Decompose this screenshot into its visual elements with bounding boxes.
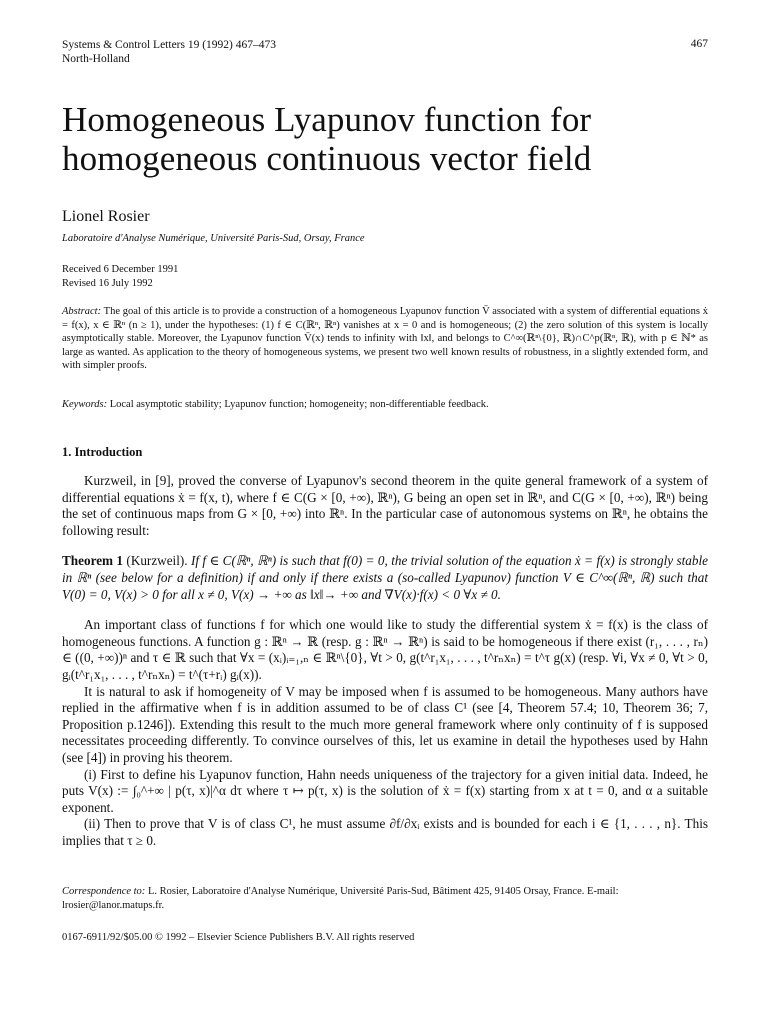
intro-body: [62, 473, 708, 849]
author-name: Lionel Rosier: [62, 208, 150, 225]
paragraph-item-ii: (ii) Then to prove that V is of class C¹, he must assume ∂f/∂xᵢ exists and is bounded for each i ∈ {1, . . . , n}. This implies that τ ≥ 0.: [62, 816, 708, 848]
paragraph-kurzweil: Kurzweil, in [9], proved the converse of Lyapunov's second theorem in the quite general framework of a system of differential equations ẋ = f(x, t), where f ∈ C(G × [0, +∞), ℝⁿ), G being an open set in ℝⁿ, and C(G × [0, +∞), ℝⁿ) being the set of continuous maps from G × [0, +∞) into ℝⁿ. In the particular case of autonomous systems on ℝⁿ, he obtains the following result:: [62, 473, 708, 538]
keywords-text: Local asymptotic stability; Lyapunov function; homogeneity; non-differentiable feedback.: [109, 399, 489, 410]
theorem-1: [62, 553, 708, 603]
paragraph-item-i: (i) First to define his Lyapunov function, Hahn needs uniqueness of the trajectory for a given initial data. Indeed, he puts V(x) := ∫₀^+∞ | p(τ, x)|^α dτ where τ ↦ p(τ, x) is the solution of ẋ = f(x) starting from x at t = 0, and α a suitable exponent.: [62, 766, 708, 815]
page-number: 467: [690, 38, 708, 50]
journal-citation: Systems & Control Letters 19 (1992) 467–473: [62, 39, 277, 51]
abstract: [62, 305, 708, 373]
theorem-attribution: (Kurzweil).: [123, 553, 188, 569]
correspondence-text: L. Rosier, Laboratoire d'Analyse Numérique, Université Paris-Sud, Bâtiment 425, 91405 Orsay, France. E-mail: lrosier@lanor.matups.fr.: [62, 886, 619, 911]
submission-dates: [62, 263, 178, 291]
title-line-2: homogeneous continuous vector field: [62, 139, 592, 178]
paragraph-natural-question: It is natural to ask if homogeneity of V may be imposed when f is assumed to be homogeneous. Many authors have replied in the affirmative when f is in addition assumed to be of class C¹ (see [4, Theorem 57.4; 10, Theorem 36; 7, Proposition p.1246]). Extending this result to the much more general framework where only continuity of f is supposed necessitates proceeding differently. To convince ourselves of this, let us examine in detail the hypotheses used by Hahn (see [4]) in proving his theorem.: [62, 683, 708, 765]
paragraph-homogeneous: An important class of functions f for which one would like to study the differential system ẋ = f(x) is the class of homogeneous functions. A function g : ℝⁿ → ℝ (resp. g : ℝⁿ → ℝⁿ) is said to be homogeneous if there exist (r₁, . . . , rₙ) ∈ ((0, +∞))ⁿ and τ ∈ ℝ such that ∀x = (xᵢ)ᵢ₌₁,ₙ ∈ ℝⁿ\{0}, ∀t > 0, g(t^r₁x₁, . . . , t^rₙxₙ) = t^τ g(x) (resp. ∀i, ∀x ≠ 0, ∀t > 0, gᵢ(t^r₁x₁, . . . , t^rₙxₙ) = t^(τ+rᵢ) gᵢ(x)).: [62, 617, 708, 682]
theorem-statement: If f ∈ C(ℝⁿ, ℝⁿ) is such that f(0) = 0, the trivial solution of the equation ẋ = f(x) is strongly stable in ℝⁿ (see below for a definition) if and only if there exists a (so-called Lyapunov) function V ∈ C^∞(ℝⁿ, ℝ) such that V(0) = 0, V(x) > 0 for all x ≠ 0, V(x) → +∞ as ‖x‖→ +∞ and ∇V(x)·f(x) < 0 ∀x ≠ 0.: [62, 553, 708, 602]
publisher: North-Holland: [62, 53, 130, 65]
section-heading: 1. Introduction: [62, 445, 143, 459]
title-line-1: Homogeneous Lyapunov function for: [62, 100, 592, 139]
received-date: Received 6 December 1991: [62, 264, 179, 275]
abstract-label: Abstract:: [62, 306, 102, 317]
author-affiliation: Laboratoire d'Analyse Numérique, Université Paris-Sud, Orsay, France: [62, 233, 365, 244]
keywords: [62, 399, 708, 410]
correspondence-label: Correspondence to:: [62, 886, 146, 897]
correspondence: [62, 885, 708, 912]
paper-title: [62, 100, 722, 178]
keywords-label: Keywords:: [62, 399, 108, 410]
abstract-text: The goal of this article is to provide a construction of a homogeneous Lyapunov function V̄ associated with a system of differential equations ẋ = f(x), x ∈ ℝⁿ (n ≥ 1), under the hypotheses: (1) f ∈ C(ℝⁿ, ℝⁿ) vanishes at x = 0 and is homogeneous; (2) the zero solution of this system is locally asymptotically stable. Moreover, the Lyapunov function V̄(x) tends to infinity with ‖x‖, and belongs to C^∞(ℝⁿ\{0}, ℝ)∩C^p(ℝⁿ, ℝ), with p ∈ ℕ* as large as wanted. As application to the theory of homogeneous systems, we present two well known results of robustness, in a slightly extended form, and with simpler proofs.: [62, 306, 708, 372]
copyright-line: 0167-6911/92/$05.00 © 1992 – Elsevier Science Publishers B.V. All rights reserved: [62, 932, 415, 943]
revised-date: Revised 16 July 1992: [62, 278, 153, 289]
theorem-label: Theorem 1: [62, 553, 124, 569]
